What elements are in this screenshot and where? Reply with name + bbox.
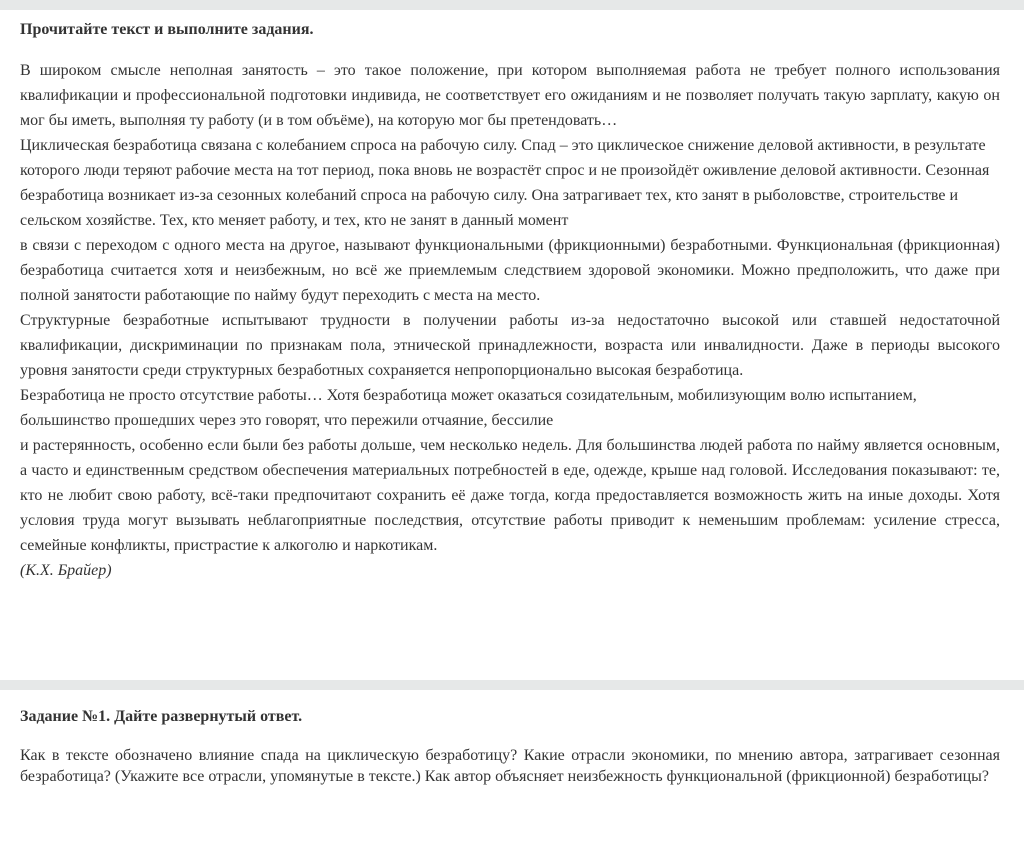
paragraph-structural: Структурные безработные испытывают трудности в получении работы из-за недостаточно высокой или ставшей недостаточной квалификации, дискриминации по признакам пола, этнической принадлежности, возраста или инвалидности. Даже в периоды высокого уровня занятости среди структурных безработных сохраняется непропорционально высокая безработица. — [20, 312, 1000, 379]
paragraph-cyclical: Циклическая безработица связана с колебанием спроса на рабочую силу. Спад – это циклическое снижение деловой активности, в результате которого люди теряют рабочие места на тот период, пока вновь не возрастёт спрос и не произойдёт оживление деловой активности. Сезонная безработица возникает из-за сезонных колебаний спроса на рабочую силу. Она затрагивает тех, кто занят в рыболовстве, строительстве и сельском хозяйстве. Тех, кто меняет работу, и тех, кто не занят в данный момент — [20, 137, 990, 229]
task-heading: Задание №1. Дайте развернутый ответ. — [20, 708, 303, 725]
reading-section — [20, 18, 1000, 583]
top-divider-bar — [0, 0, 1024, 10]
reading-text — [20, 58, 1000, 558]
task-question: Как в тексте обозначено влияние спада на циклическую безработицу? Какие отрасли экономики, по мнению автора, затрагивает сезонная безработица? (Укажите все отрасли, упомянутые в тексте.) Как автор объясняет неизбежность функциональной (фрикционной) безработицы? — [20, 747, 1000, 785]
task-section — [20, 705, 1000, 787]
section-divider-bar — [0, 680, 1024, 690]
paragraph-frictional: в связи с переходом с одного места на другое, называют функциональными (фрикционными) безработными. Функциональная (фрикционная) безработица считается хотя и неизбежным, но всё же приемлемым следствием здоровой экономики. Можно предположить, что даже при полной занятости работающие по найму будут переходить с места на место. — [20, 237, 1000, 304]
paragraph-consequences-start: Безработица не просто отсутствие работы… Хотя безработица может оказаться созидательным, мобилизующим волю испытанием, большинство прошедших через это говорят, что пережили отчаяние, бессилие — [20, 387, 917, 429]
reading-heading: Прочитайте текст и выполните задания. — [20, 21, 314, 38]
author-attribution: (К.Х. Брайер) — [20, 562, 112, 579]
paragraph-underemployment: В широком смысле неполная занятость – это такое положение, при котором выполняемая работа не требует полного использования квалификации и профессиональной подготовки индивида, не соответствует его ожиданиям и не позволяет получать такую зарплату, какую он мог бы иметь, выполняя ту работу (и в том объёме), на которую мог бы претендовать… — [20, 62, 1000, 129]
paragraph-consequences-end: и растерянность, особенно если были без работы дольше, чем несколько недель. Для большинства людей работа по найму является основным, а часто и единственным средством обеспечения материальных потребностей в еде, одежде, крыше над головой. Исследования показывают: те, кто не любит свою работу, всё-таки предпочитают сохранить её даже тогда, когда предоставляется возможность жить на иные доходы. Хотя условия труда могут вызывать неблагоприятные последствия, отсутствие работы приводит к неменьшим проблемам: усиление стресса, семейные конфликты, пристрастие к алкоголю и наркотикам. — [20, 437, 1000, 554]
